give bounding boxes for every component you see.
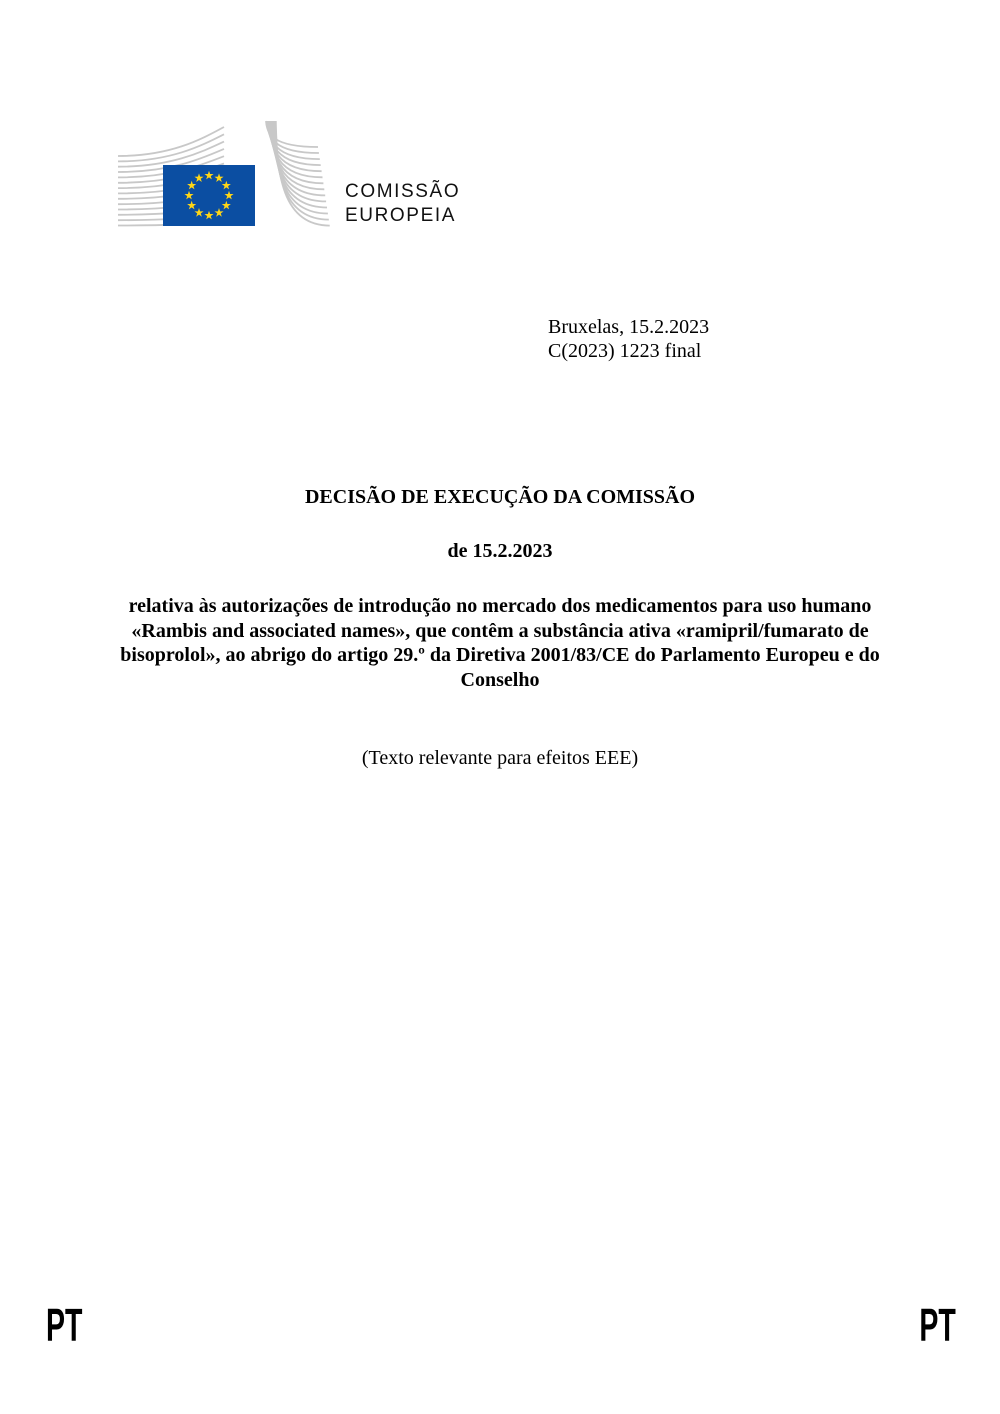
language-code-left: PT <box>46 1299 83 1351</box>
org-name <box>345 180 460 228</box>
eu-flag-icon <box>118 120 330 234</box>
language-code-right: PT <box>919 1299 956 1351</box>
org-name-line1: COMISSÃO <box>345 181 461 202</box>
document-date-line: de 15.2.2023 <box>447 540 553 562</box>
document-reference: C(2023) 1223 final <box>548 340 702 362</box>
european-commission-logo <box>118 120 461 236</box>
document-title: DECISÃO DE EXECUÇÃO DA COMISSÃO <box>304 486 696 508</box>
logo-right-swoosh-lines <box>266 121 330 226</box>
place-date: Bruxelas, 15.2.2023 <box>548 316 710 338</box>
document-subject: relativa às autorizações de introdução no mercado dos medicamentos para uso humano «Rambis and associated names», que contêm a substância ativa «ramipril/fumarato de bisoprolol», ao abrigo do artigo 29.º da Diretiva 2001/83/CE do Parlamento Europeu e do Conselho <box>120 595 880 691</box>
document-header-block <box>548 315 709 363</box>
eee-relevance-note: (Texto relevante para efeitos EEE) <box>361 747 639 769</box>
org-name-line2: EUROPEIA <box>345 205 456 226</box>
